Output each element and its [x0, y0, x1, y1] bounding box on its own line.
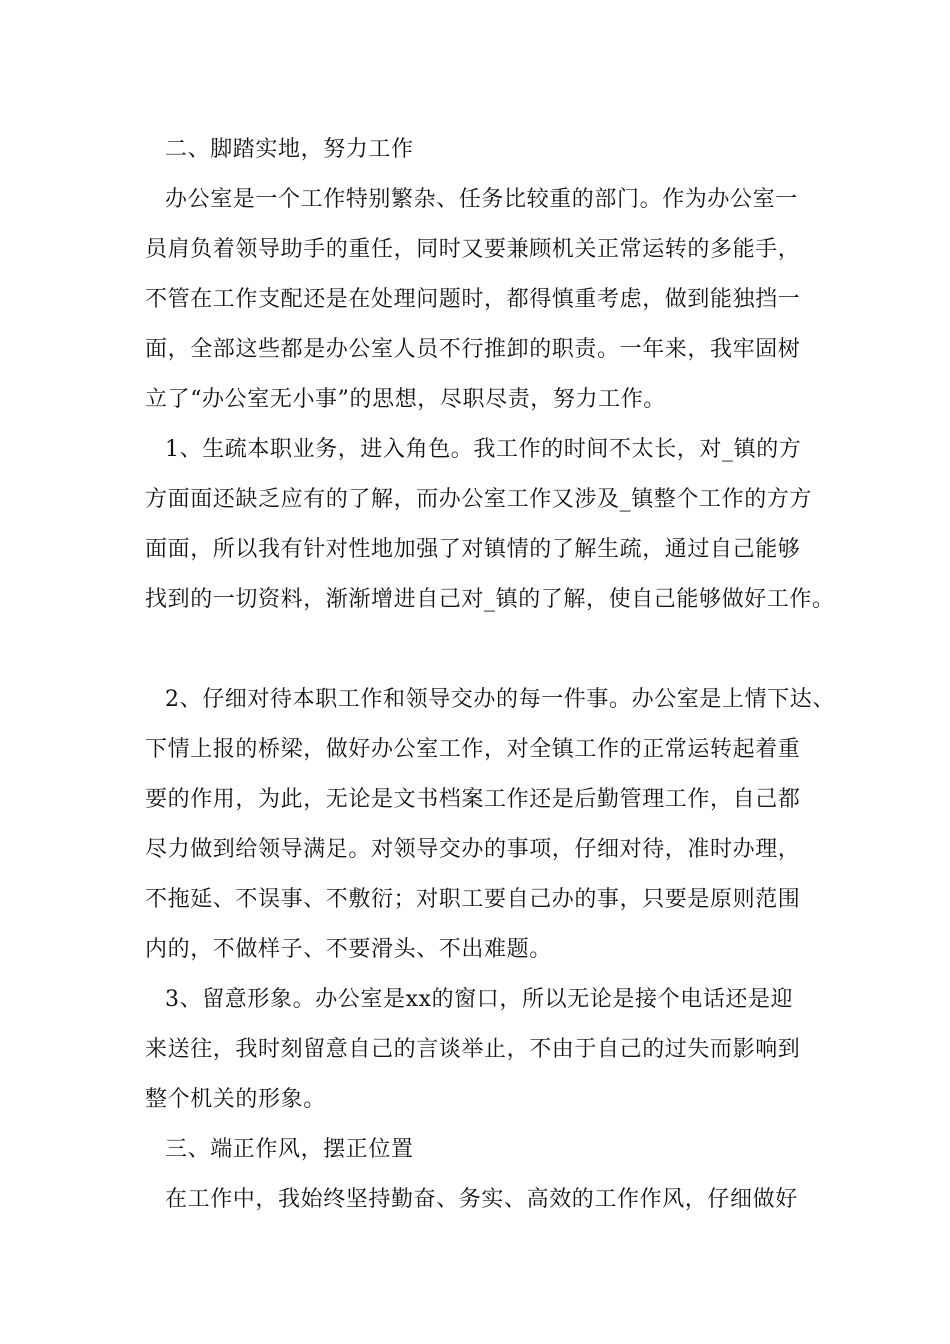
paragraph-line: 整个机关的形象。 [145, 1087, 326, 1112]
paragraph-line: 2、仔细对待本职工作和领导交办的每一件事。办公室是上情下达、 [165, 687, 835, 712]
paragraph-line: 方面面还缺乏应有的了解，而办公室工作又涉及_镇整个工作的方方 [145, 487, 813, 512]
paragraph-line: 找到的一切资料，渐渐增进自己对_镇的了解，使自己能够做好工作。 [145, 587, 835, 612]
paragraph-line: 不拖延、不误事、不敷衍；对职工要自己办的事，只要是原则范围 [145, 887, 801, 912]
paragraph-line: 下情上报的桥梁，做好办公室工作，对全镇工作的正常运转起着重 [145, 737, 801, 762]
paragraph-line: 尽力做到给领导满足。对领导交办的事项，仔细对待，准时办理， [145, 837, 801, 862]
paragraph-line: 办公室是一个工作特别繁杂、任务比较重的部门。作为办公室一 [165, 187, 798, 212]
paragraph-line: 面，全部这些都是办公室人员不行推卸的职责。一年来，我牢固树 [145, 337, 801, 362]
paragraph-line: 在工作中，我始终坚持勤奋、务实、高效的工作作风，仔细做好 [165, 1187, 798, 1212]
paragraph-line: 来送往，我时刻留意自己的言谈举止，不由于自己的过失而影响到 [145, 1037, 801, 1062]
paragraph-line: 1、生疏本职业务，进入角色。我工作的时间不太长，对_镇的方 [165, 437, 802, 462]
paragraph-line: 员肩负着领导助手的重任，同时又要兼顾机关正常运转的多能手， [145, 237, 801, 262]
section-heading: 二、脚踏实地，努力工作 [165, 137, 414, 162]
section-heading: 三、端正作风，摆正位置 [165, 1137, 414, 1162]
paragraph-line: 立了“办公室无小事”的思想，尽职尽责，努力工作。 [145, 387, 666, 412]
paragraph-line: 不管在工作支配还是在处理问题时，都得慎重考虑，做到能独挡一 [145, 287, 801, 312]
paragraph-line: 要的作用，为此，无论是文书档案工作还是后勤管理工作，自己都 [145, 787, 801, 812]
paragraph-line: 面面，所以我有针对性地加强了对镇情的了解生疏，通过自己能够 [145, 537, 801, 562]
paragraph-line: 内的，不做样子、不要滑头、不出难题。 [145, 937, 552, 962]
paragraph-line: 3、留意形象。办公室是xx的窗口，所以无论是接个电话还是迎 [165, 987, 794, 1012]
